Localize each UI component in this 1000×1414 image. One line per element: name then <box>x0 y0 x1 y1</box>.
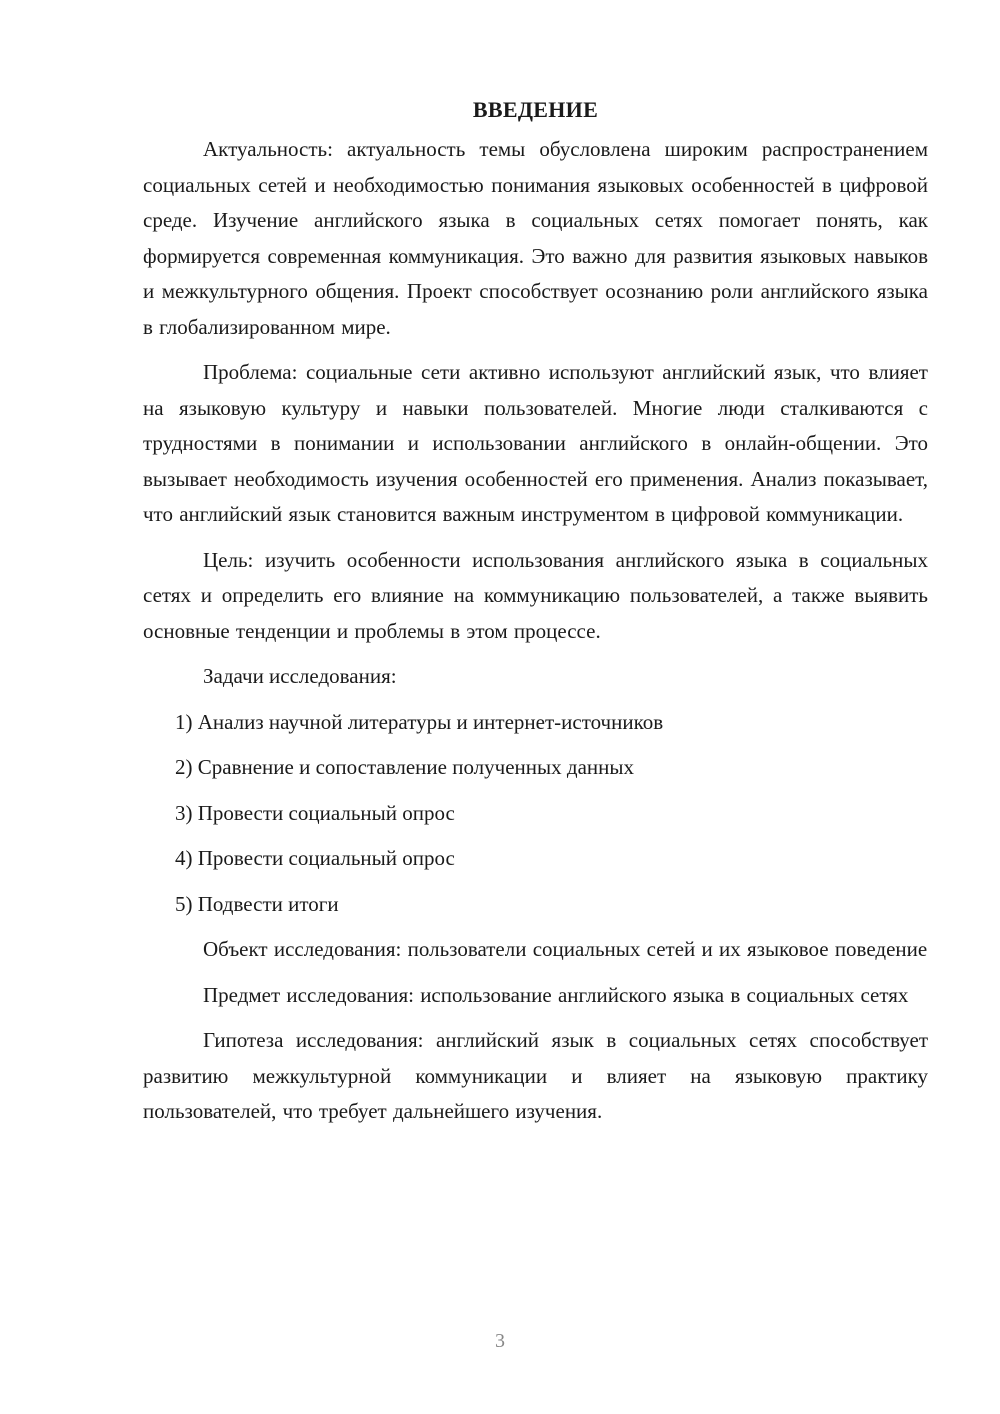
problem-paragraph: Проблема: социальные сети активно используют английский язык, что влияет на языковую культуру и навыки пользователей. Многие люди сталкиваются с трудностями в понимании и использовании английского в онлайн-общении. Это вызывает необходимость изучения особенностей его применения. Анализ показывает, что английский язык становится важным инструментом в цифровой коммуникации. <box>143 360 928 526</box>
page-number: 3 <box>495 1330 505 1352</box>
task-list <box>143 705 928 923</box>
tasks-heading: Задачи исследования: <box>203 664 397 688</box>
goal-paragraph: Цель: изучить особенности использования английского языка в социальных сетях и определить его влияние на коммуникацию пользователей, а также выявить основные тенденции и проблемы в этом процессе. <box>143 547 928 643</box>
list-item: 4) Провести социальный опрос <box>175 846 455 870</box>
list-item: 3) Провести социальный опрос <box>175 800 455 825</box>
object-paragraph: Объект исследования: пользователи социальных сетей и их языковое поведение <box>203 937 928 961</box>
document-page <box>143 92 928 1140</box>
hypothesis-paragraph: Гипотеза исследования: английский язык в социальных сетях способствует развитию межкультурной коммуникации и влияет на языковую практику пользователей, что требует дальнейшего изучения. <box>143 1028 928 1123</box>
list-item: 2) Сравнение и сопоставление полученных данных <box>175 755 634 779</box>
relevance-paragraph: Актуальность: актуальность темы обусловлена широким распространением социальных сетей и необходимостью понимания языковых особенностей в цифровой среде. Изучение английского языка в социальных сетях помогает понять, как формируется современная коммуникация. Это важно для развития языковых навыков и межкультурного общения. Проект способствует осознанию роли английского языка в глобализированном мире. <box>143 137 928 339</box>
subject-paragraph: Предмет исследования: использование английского языка в социальных сетях <box>203 982 909 1007</box>
list-item: 5) Подвести итоги <box>175 891 339 916</box>
page-title: ВВЕДЕНИЕ <box>472 97 599 122</box>
list-item: 1) Анализ научной литературы и интернет-источников <box>175 709 664 734</box>
